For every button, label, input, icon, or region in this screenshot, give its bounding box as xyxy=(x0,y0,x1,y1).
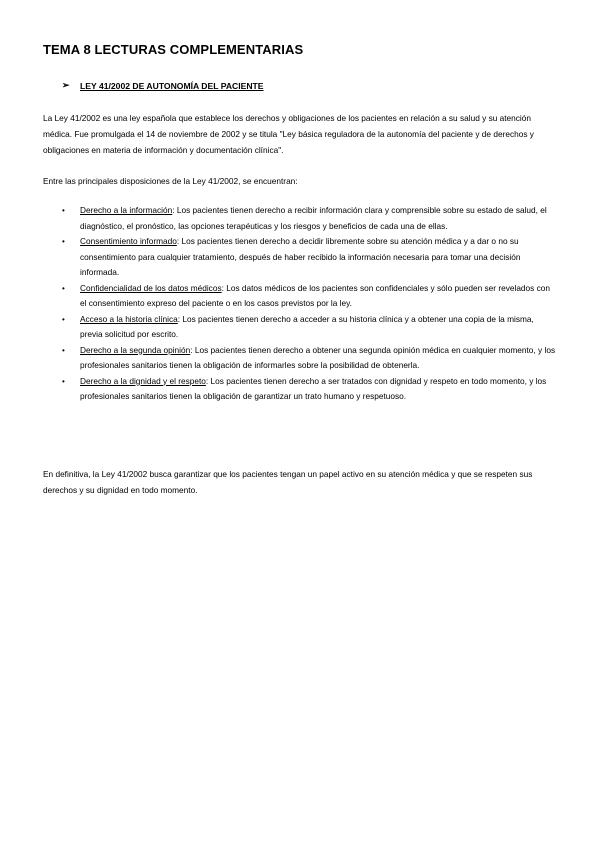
provision-text: : Los pacientes tienen derecho a acceder a su historia clínica y a obtener una copia de la misma, previa solicitud por escrito. xyxy=(80,313,534,339)
list-item xyxy=(62,234,558,281)
provision-term: Derecho a la segunda opinión xyxy=(80,344,191,355)
bullet-icon: • xyxy=(62,345,65,355)
provision-term: Acceso a la historia clínica xyxy=(80,313,178,324)
lead-in-paragraph: Entre las principales disposiciones de la Ley 41/2002, se encuentran: xyxy=(43,176,298,186)
bullet-icon: • xyxy=(62,206,65,215)
arrow-bullet-icon: ➢ xyxy=(62,80,70,90)
list-item xyxy=(62,203,558,234)
page-title: TEMA 8 LECTURAS COMPLEMENTARIAS xyxy=(43,42,304,57)
intro-paragraph: La Ley 41/2002 es una ley española que establece los derechos y obligaciones de los pacientes en relación a su salud y su atención médica. Fue promulgada el 14 de noviembre de 2002 y se titula "Ley básica reguladora de la autonomía del paciente y de derechos y obligaciones en materia de información y documentación clínica". xyxy=(43,113,534,155)
provision-text: : Los pacientes tienen derecho a recibir información clara y comprensible sobre su estado de salud, el diagnóstico, el pronóstico, las opciones terapéuticas y los riesgos y beneficios de cada una de ellas. xyxy=(80,205,547,231)
bullet-icon: • xyxy=(62,237,65,246)
list-item xyxy=(62,312,558,343)
provision-term: Consentimiento informado xyxy=(80,236,177,246)
provision-text: : Los pacientes tienen derecho a obtener una segunda opinión médica en cualquier momento, y los profesionales sanitarios tienen la obligación de informarles sobre la posibilidad de obtenerla. xyxy=(80,344,556,370)
bullet-icon: • xyxy=(62,314,65,324)
provision-term: Derecho a la dignidad y el respeto xyxy=(80,375,206,386)
provision-term: Confidencialidad de los datos médicos xyxy=(80,282,222,293)
provision-text: : Los pacientes tienen derecho a ser tratados con dignidad y respeto en todo momento, y los profesionales sanitarios tienen la obligación de garantizar un trato humano y respetuoso. xyxy=(80,375,547,401)
list-item xyxy=(62,374,558,405)
bullet-icon: • xyxy=(62,283,65,293)
provision-text: : Los pacientes tienen derecho a decidir libremente sobre su atención médica y a dar o no su consentimiento para cualquier tratamiento, después de haber recibido la información necesaria para tomar una decisión informada. xyxy=(80,236,521,277)
conclusion-paragraph: En definitiva, la Ley 41/2002 busca garantizar que los pacientes tengan un papel activo en su atención médica y que se respeten sus derechos y su dignidad en todo momento. xyxy=(43,469,533,495)
section-heading xyxy=(62,80,264,91)
provision-term: Derecho a la información xyxy=(80,205,173,215)
provisions-list xyxy=(62,203,558,405)
section-heading-label: LEY 41/2002 DE AUTONOMÍA DEL PACIENTE xyxy=(80,80,264,91)
list-item xyxy=(62,281,558,312)
list-item xyxy=(62,343,558,374)
provision-text: : Los datos médicos de los pacientes son confidenciales y sólo pueden ser revelados con el consentimiento expreso del paciente o en los casos previstos por la ley. xyxy=(80,282,550,308)
bullet-icon: • xyxy=(62,376,65,386)
